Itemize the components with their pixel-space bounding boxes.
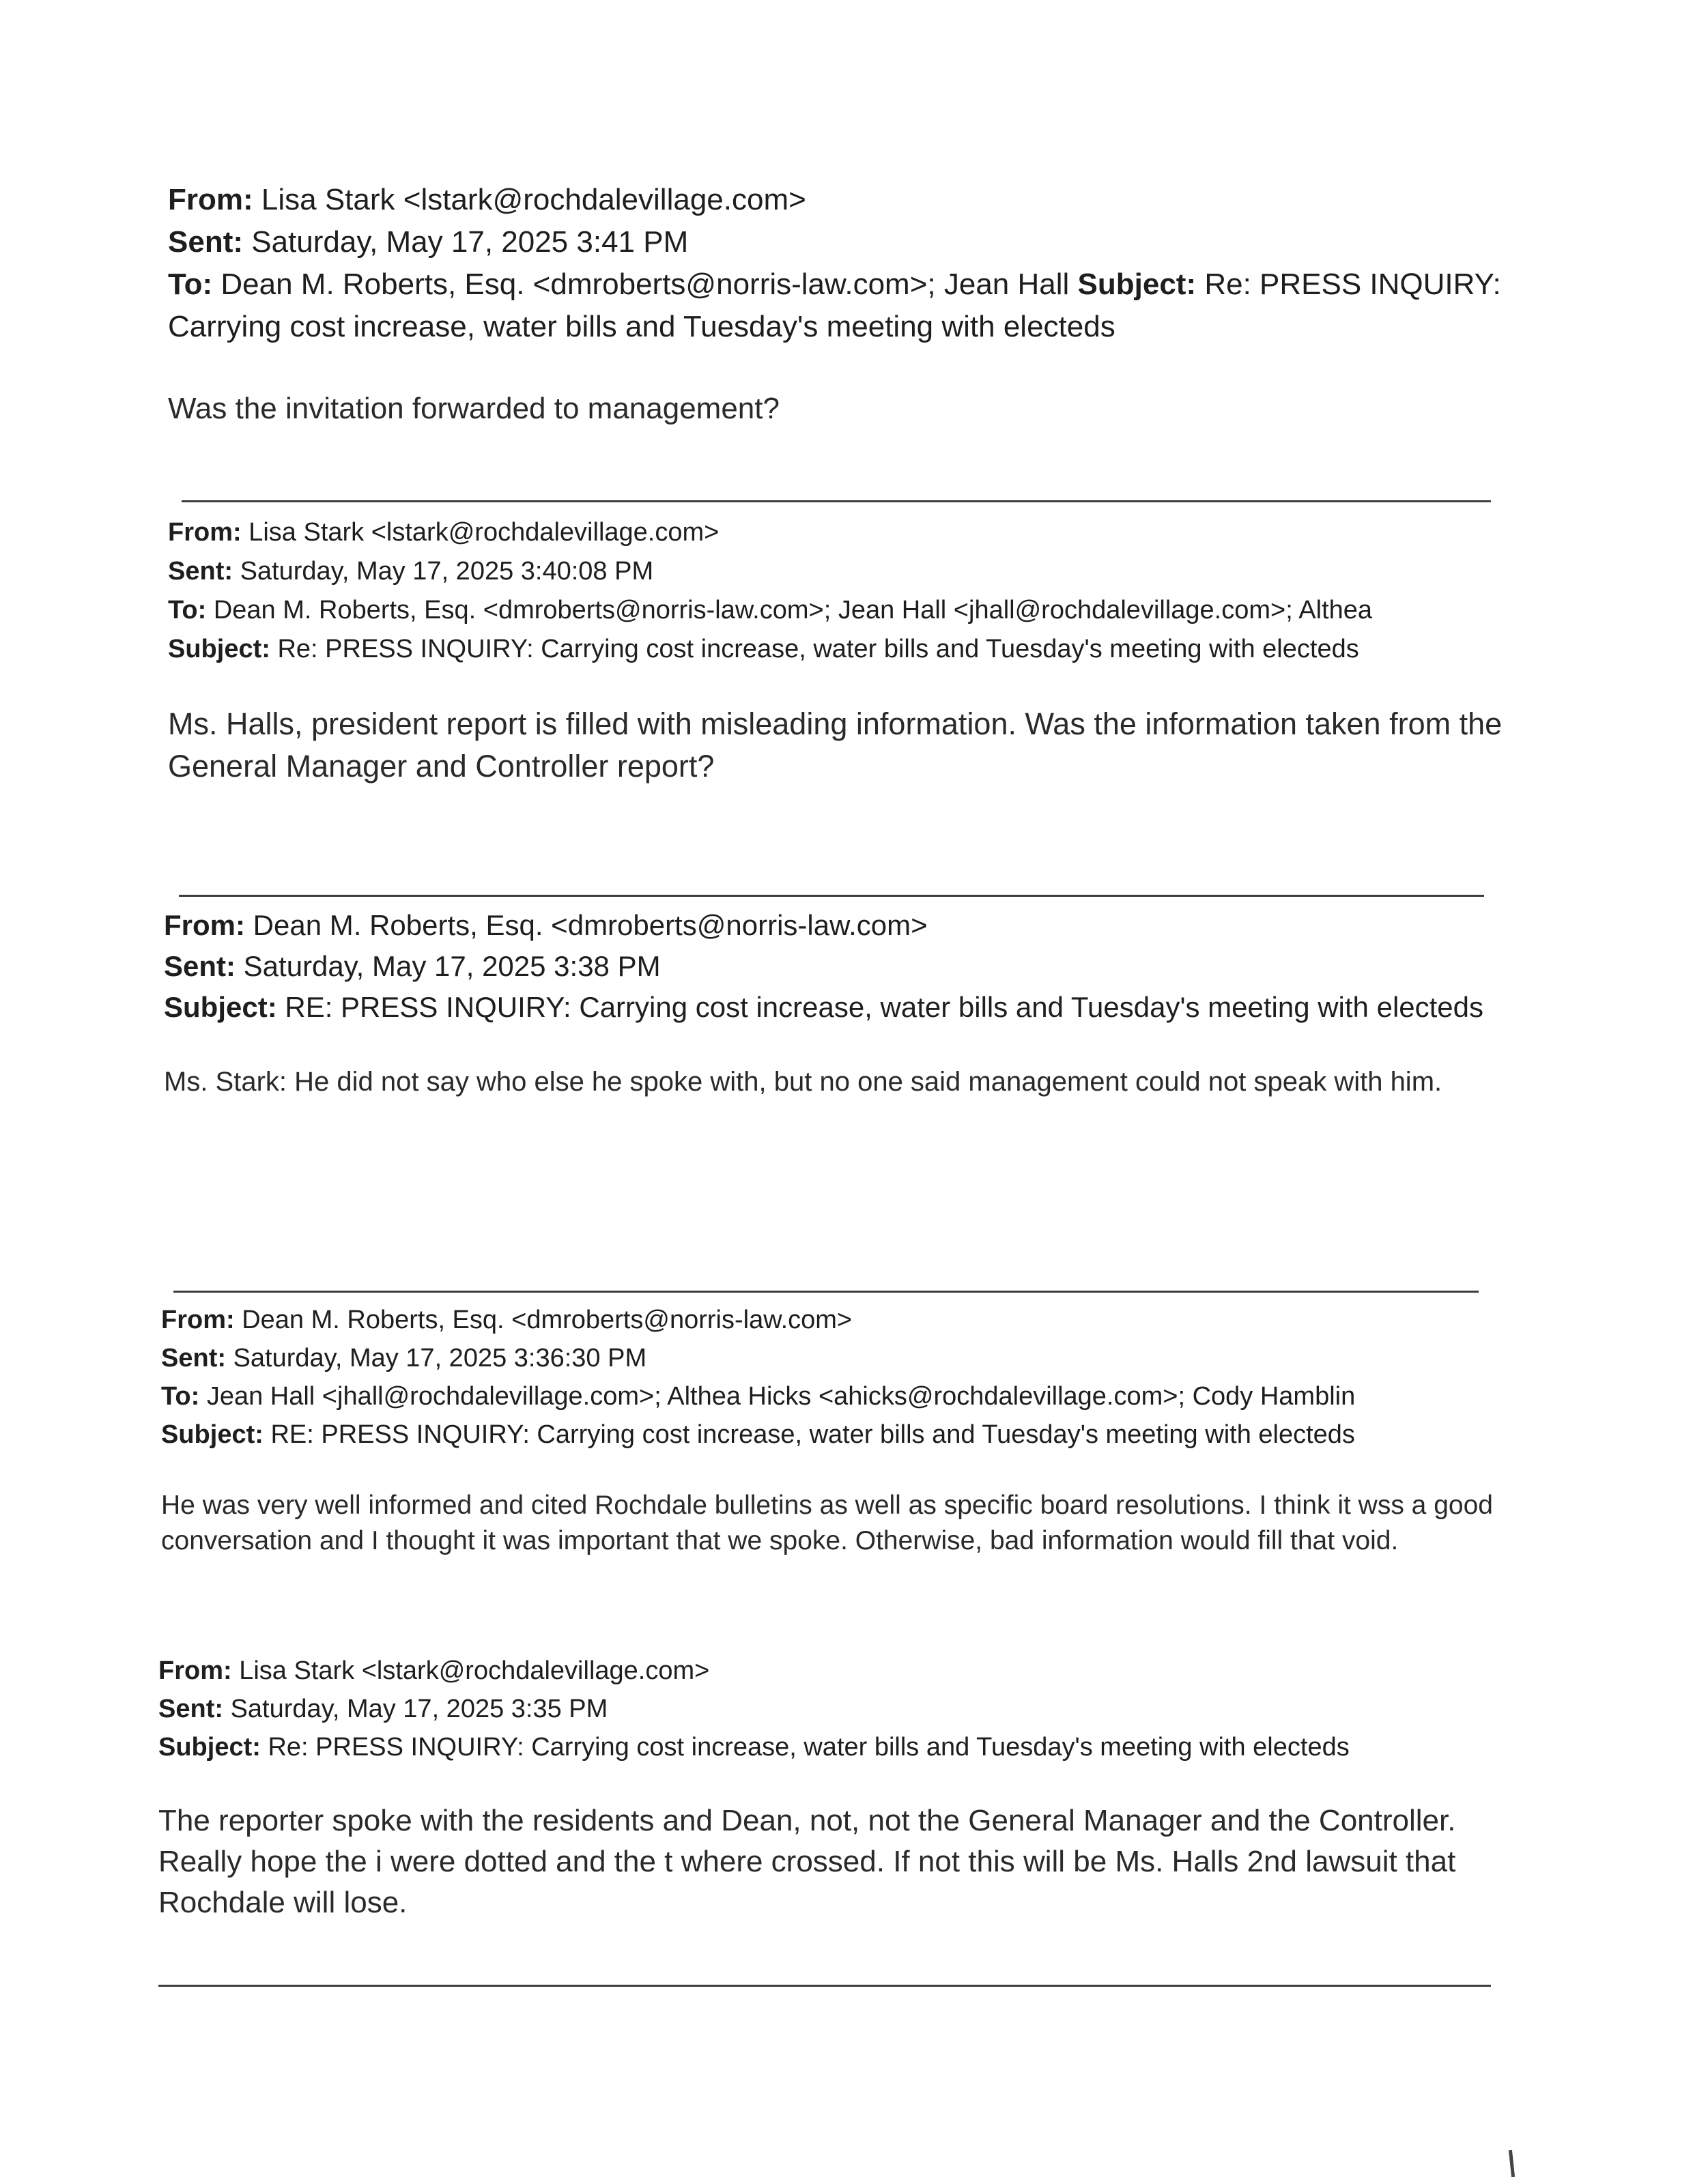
to-line: [161, 1377, 1526, 1416]
sent-value: Saturday, May 17, 2025 3:35 PM: [230, 1695, 608, 1723]
from-value: Lisa Stark <lstark@rochdalevillage.com>: [261, 183, 806, 216]
to-subject-line: [168, 263, 1533, 348]
from-value: Lisa Stark <lstark@rochdalevillage.com>: [239, 1656, 710, 1685]
email-message-1: [168, 179, 1533, 430]
sent-label: Sent:: [168, 557, 233, 586]
sent-value: Saturday, May 17, 2025 3:40:08 PM: [240, 557, 654, 586]
email-message-5: [158, 1652, 1524, 1923]
subject-value: RE: PRESS INQUIRY: Carrying cost increase, water bills and Tuesday's meeting with electeds: [285, 991, 1484, 1023]
to-value: Dean M. Roberts, Esq. <dmroberts@norris-law.com>; Jean Hall: [220, 268, 1070, 301]
email-body: He was very well informed and cited Rochdale bulletins as well as specific board resolutions. I think it wss a good conversation and I thought it was important that we spoke. Otherwise, bad information would fill that void.: [161, 1491, 1493, 1555]
separator-rule: [173, 1291, 1479, 1293]
subject-value: Re: PRESS INQUIRY: Carrying cost increase, water bills and Tuesday's meeting with electeds: [277, 635, 1359, 663]
sent-value: Saturday, May 17, 2025 3:38 PM: [243, 950, 661, 982]
email-message-4: [161, 1301, 1526, 1559]
from-label: From:: [158, 1656, 232, 1685]
from-line: [164, 905, 1529, 946]
from-label: From:: [168, 518, 242, 547]
email-message-2: [168, 513, 1533, 788]
email-message-3: [164, 905, 1529, 1100]
separator-rule: [158, 1985, 1491, 1987]
to-value: Jean Hall <jhall@rochdalevillage.com>; Althea Hicks <ahicks@rochdalevillage.com>; Cody Hamblin: [206, 1382, 1356, 1411]
page-mark: [1509, 2150, 1515, 2177]
subject-label: Subject:: [161, 1420, 264, 1449]
subject-label: Subject:: [1077, 268, 1197, 301]
email-body: Ms. Stark: He did not say who else he spoke with, but no one said management could not speak with him.: [164, 1067, 1442, 1097]
to-label: To:: [168, 596, 207, 624]
sent-label: Sent:: [168, 225, 243, 259]
subject-line: [164, 987, 1529, 1028]
subject-value: Re: PRESS INQUIRY: Carrying cost increase, water bills and Tuesday's meeting with electeds: [268, 1733, 1350, 1762]
email-body: Was the invitation forwarded to management?: [168, 392, 780, 425]
from-value: Lisa Stark <lstark@rochdalevillage.com>: [248, 518, 720, 547]
from-line: [168, 179, 1533, 221]
sent-line: [158, 1690, 1524, 1728]
from-label: From:: [161, 1306, 235, 1334]
from-line: [158, 1652, 1524, 1690]
email-body: The reporter spoke with the residents and Dean, not, not the General Manager and the Controller. Really hope the i were dotted and the t where crossed. If not this will be Ms. Halls 2nd lawsuit that Rochdale will lose.: [158, 1804, 1456, 1919]
from-label: From:: [168, 183, 253, 216]
sent-label: Sent:: [161, 1344, 226, 1373]
subject-line: [158, 1728, 1524, 1766]
from-line: [161, 1301, 1526, 1339]
sent-line: [161, 1339, 1526, 1377]
email-body: Ms. Halls, president report is filled with misleading information. Was the information taken from the General Manager and Controller report?: [168, 706, 1503, 784]
from-value: Dean M. Roberts, Esq. <dmroberts@norris-law.com>: [253, 909, 928, 941]
to-label: To:: [168, 268, 213, 301]
subject-label: Subject:: [158, 1733, 261, 1762]
subject-label: Subject:: [164, 991, 277, 1023]
subject-label: Subject:: [168, 635, 270, 663]
from-line: [168, 513, 1533, 552]
sent-line: [164, 946, 1529, 987]
separator-rule: [179, 895, 1484, 897]
from-label: From:: [164, 909, 245, 941]
sent-line: [168, 221, 1533, 263]
subject-line: [161, 1416, 1526, 1454]
sent-label: Sent:: [158, 1695, 223, 1723]
subject-value: Re: PRESS INQUIRY: Carrying cost increase, water bills and Tuesday's meeting with electeds: [168, 268, 1501, 343]
sent-value: Saturday, May 17, 2025 3:36:30 PM: [233, 1344, 647, 1373]
to-value: Dean M. Roberts, Esq. <dmroberts@norris-law.com>; Jean Hall <jhall@rochdalevillage.com>; Althea: [213, 596, 1372, 624]
to-line: [168, 591, 1533, 630]
sent-label: Sent:: [164, 950, 236, 982]
subject-line: [168, 630, 1533, 669]
from-value: Dean M. Roberts, Esq. <dmroberts@norris-law.com>: [242, 1306, 853, 1334]
subject-value: RE: PRESS INQUIRY: Carrying cost increase, water bills and Tuesday's meeting with electeds: [270, 1420, 1355, 1449]
to-label: To:: [161, 1382, 200, 1411]
sent-value: Saturday, May 17, 2025 3:41 PM: [251, 225, 689, 259]
separator-rule: [182, 500, 1491, 502]
sent-line: [168, 552, 1533, 591]
